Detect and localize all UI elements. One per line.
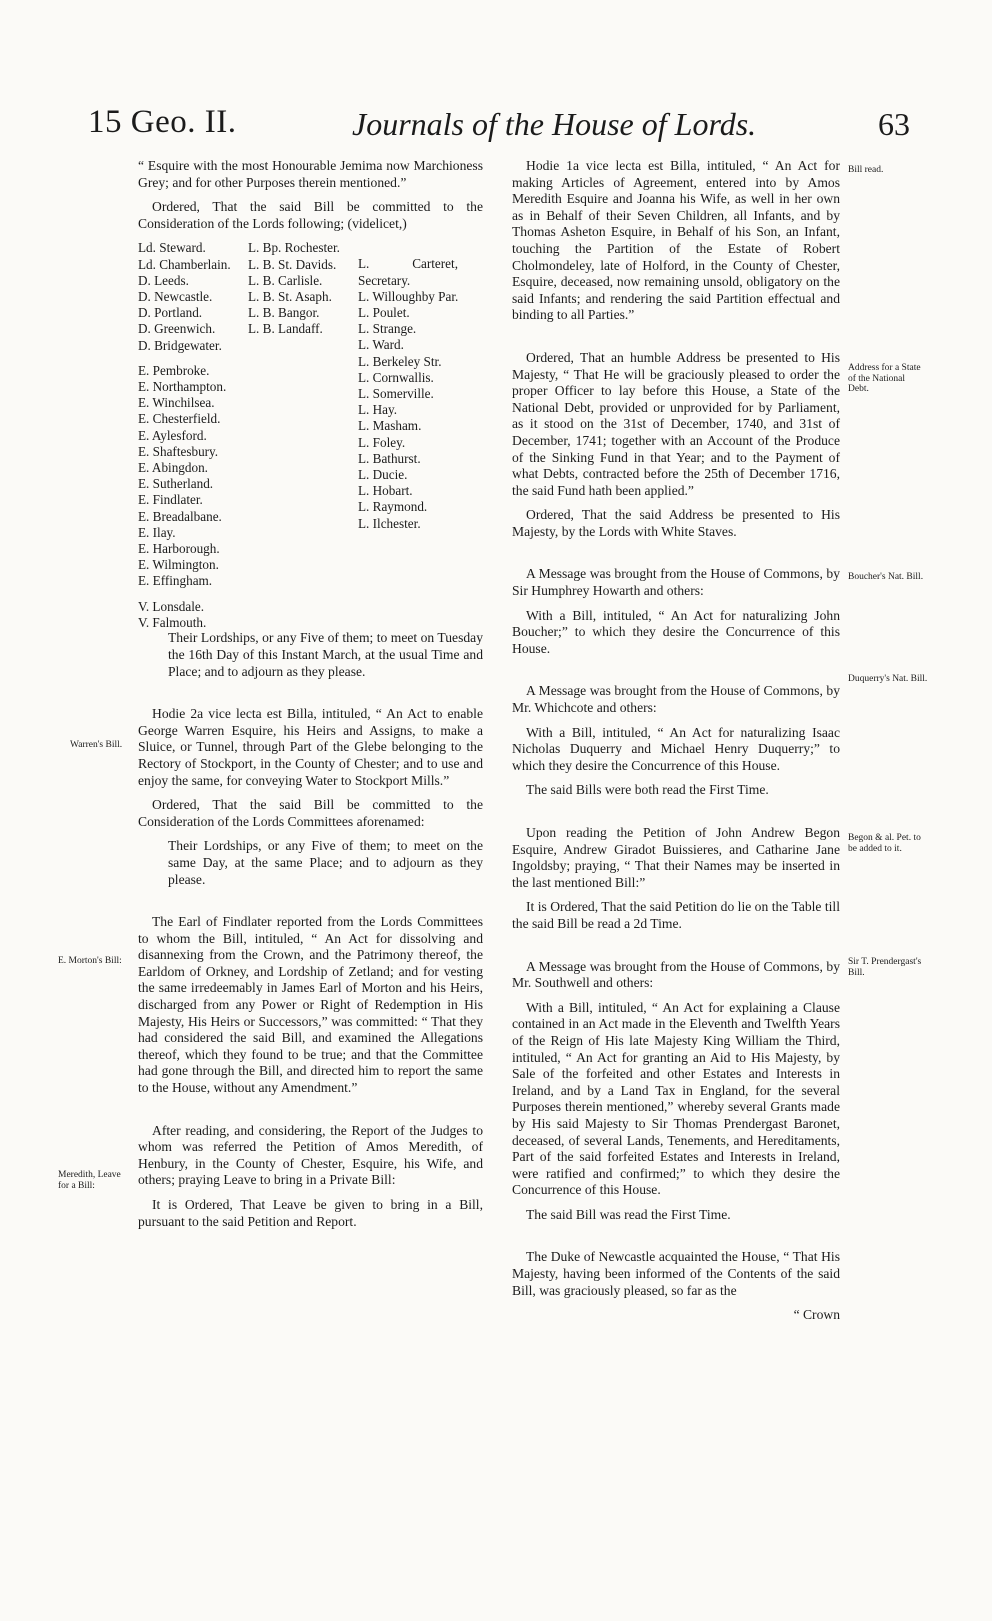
grey-bill-end: “ Esquire with the most Honourable Jemima now Marchioness Grey; and for other Purposes therein mentioned.” xyxy=(138,158,483,190)
catchword: “ Crown xyxy=(793,1307,840,1323)
ordered-committed-2: Ordered, That the said Bill be committed to the Consideration of the Lords Committees aforenamed: xyxy=(138,797,483,829)
lord-entry: E. Aylesford. xyxy=(138,427,207,443)
right-column xyxy=(512,158,840,1324)
lords-committee-list xyxy=(138,240,483,630)
boucher-bill: With a Bill, intituled, “ An Act for naturalizing John Boucher;” to which they desire the Concurrence of this House. xyxy=(512,607,840,656)
lord-entry: E. Wilmington. xyxy=(138,557,219,573)
morton-report: The Earl of Findlater reported from the Lords Committees to whom the Bill, intituled, “ An Act for dissolving and disannexing from the Crown, and the Patrimony thereof, the Earldom of Orkney, and Lordship of Zetland; and for vesting the same irredeemably in James Earl of Morton and his Heirs, discharged from any Power or Right of Redemption in His Majesty, His Heirs or Successors,” was committed: “ That they had considered the said Bill, and examined the Allegations thereof, which they found to be true; and that the Committee had gone through the Bill, and directed him to report the same to the House, without any Amendment.” xyxy=(138,914,483,1096)
warren-bill: Hodie 2a vice lecta est Billa, intituled, “ An Act to enable George Warren Esquire, his Heirs and Assigns, to make a Sluice, or Tunnel, through Part of the Glebe belonging to the Rectory of Stockport, in the County of Chester; and to use and enjoy the same, for conveying Water to Stockport Mills.” xyxy=(138,706,483,788)
lord-entry: L. Berkeley Str. xyxy=(358,353,442,369)
journal-title: Journals of the House of Lords. xyxy=(352,106,757,142)
lord-entry: E. Harborough. xyxy=(138,541,220,557)
bills-read: The said Bills were both read the First Time. xyxy=(526,782,769,798)
meeting-notice: Their Lordships, or any Five of them; to meet on Tuesday the 16th Day of this Instant March, at the usual Time and Place; and to adjourn as they please. xyxy=(168,630,483,679)
lord-entry: E. Effingham. xyxy=(138,573,213,589)
margin-note-begon: Begon & al. Pet. to be added to it. xyxy=(848,833,921,854)
lord-entry: L. Foley. xyxy=(358,434,406,450)
lord-entry: V. Lonsdale. xyxy=(138,598,205,614)
lord-entry: L. B. Carlisle. xyxy=(248,272,323,288)
lord-entry: L. Somerville. xyxy=(358,386,434,401)
lord-entry: D. Portland. xyxy=(138,305,203,321)
address-order: Ordered, That an humble Address be presented to His Majesty, “ That He will be graciously pleased to order the proper Officer to lay before this House, a State of the National Debt, provided or unprovided for by Parliament, as it stood on the 31st of December, 1740, and 31st of December, 1741; together with an Account of the Produce of the Sinking Fund in that Year; and to the Payment of what Debts, contracted before the 25th of December 1716, the said Fund hath been applied.” xyxy=(512,349,840,498)
ordered-committed: Ordered, That the said Bill be committed to the Consideration of the Lords following; (videlicet,) xyxy=(138,199,483,231)
lord-entry: D. Bridgewater. xyxy=(138,337,222,353)
margin-note-boucher: Boucher's Nat. Bill. xyxy=(848,572,924,582)
margin-note-address: Address for a State of the National Debt. xyxy=(848,363,921,394)
reign-heading: 15 Geo. II. xyxy=(88,104,237,140)
lord-entry: E. Northampton. xyxy=(138,379,227,394)
page-number: 63 xyxy=(878,106,910,142)
lord-entry: E. Breadalbane. xyxy=(138,508,222,524)
lord-entry: L. Raymond. xyxy=(358,499,428,515)
lord-entry: L. Masham. xyxy=(358,418,422,434)
lord-entry: E. Ilay. xyxy=(138,524,176,540)
prendergast-message: A Message was brought from the House of Commons, by Mr. Southwell and others: xyxy=(512,958,840,991)
lord-entry: L. B. Bangor. xyxy=(248,305,320,321)
margin-note-meredith: Meredith, Leave for a Bill: xyxy=(58,1170,121,1191)
left-column xyxy=(138,158,483,1238)
lord-entry: E. Shaftesbury. xyxy=(138,443,219,459)
lord-entry: V. Falmouth. xyxy=(138,614,207,630)
lord-entry: E. Sutherland. xyxy=(138,476,214,492)
address-present: Ordered, That the said Address be presented to His Majesty, by the Lords with White Staves. xyxy=(512,507,840,539)
meredith-leave: It is Ordered, That Leave be given to bring in a Bill, pursuant to the said Petition and Report. xyxy=(138,1197,483,1229)
lord-entry: E. Pembroke. xyxy=(138,362,210,378)
duquerry-message: A Message was brought from the House of Commons, by Mr. Whichcote and others: xyxy=(512,683,840,716)
meredith-report: After reading, and considering, the Report of the Judges to whom was referred the Petition of Amos Meredith, of Henbury, in the County of Chester, Esquire, his Wife, and others; praying Leave to bring in a Private Bill: xyxy=(138,1122,483,1188)
lord-entry: D. Newcastle. xyxy=(138,288,213,304)
lord-entry: Ld. Steward. xyxy=(138,240,206,256)
duquerry-bill: With a Bill, intituled, “ An Act for naturalizing Isaac Nicholas Duquerry and Michael Henry Duquerry;” to which they desire the Concurrence of this House. xyxy=(512,724,840,773)
lord-entry: L. Hobart. xyxy=(358,483,413,499)
lord-entry: L. B. St. Davids. xyxy=(248,256,337,272)
lord-entry: E. Abingdon. xyxy=(138,460,208,476)
lord-entry: L. Hay. xyxy=(358,402,398,418)
meeting-notice-2: Their Lordships, or any Five of them; to meet on the same Day, at the same Place; and to adjourn as they please. xyxy=(168,838,483,887)
margin-note-duquerry: Duquerry's Nat. Bill. xyxy=(848,674,928,684)
margin-note-bill-read: Bill read. xyxy=(848,165,884,175)
lord-entry: L. Carteret, Secretary. xyxy=(358,256,458,288)
prendergast-read: The said Bill was read the First Time. xyxy=(526,1206,731,1222)
margin-note-morton: E. Morton's Bill: xyxy=(58,956,122,966)
lord-entry: L. Willoughby Par. xyxy=(358,288,459,304)
lord-entry: E. Findlater. xyxy=(138,492,203,508)
lord-entry: L. Cornwallis. xyxy=(358,369,434,385)
lord-entry: L. Ilchester. xyxy=(358,515,421,531)
meredith-bill: Hodie 1a vice lecta est Billa, intituled, “ An Act for making Articles of Agreement, entered into by Amos Meredith Esquire and Joanna his Wife, as well in her own as in Behalf of their Seven Children, all Infants, and by Thomas Asheton Esquire, in Behalf of his Son, an Infant, touching the Partition of the Estate of Robert Cholmondeley, late of Holford, in the County of Chester, Esquire, deceased, now remaining unsold, obligatory on the said Infants; and rendering the said Partition effectual and binding to all Parties.” xyxy=(512,158,840,323)
lord-entry: L. Ward. xyxy=(358,337,404,353)
boucher-message: A Message was brought from the House of Commons, by Sir Humphrey Howarth and others: xyxy=(512,566,840,599)
lord-entry: L. Strange. xyxy=(358,321,417,337)
lord-entry: L. Bp. Rochester. xyxy=(248,240,340,256)
lord-entry: L. B. St. Asaph. xyxy=(248,288,332,304)
begon-petition: Upon reading the Petition of John Andrew Begon Esquire, Andrew Giradot Buissieres, and Catharine Jane Ingoldsby; praying, “ That their Names may be inserted in the last mentioned Bill:” xyxy=(512,825,840,890)
lord-entry: L. Ducie. xyxy=(358,467,408,483)
newcastle-statement: The Duke of Newcastle acquainted the House, “ That His Majesty, having been informed of the Contents of the said Bill, was graciously pleased, so far as the xyxy=(512,1249,840,1298)
margin-note-warren: Warren's Bill. xyxy=(70,740,123,750)
lord-entry: L. B. Landaff. xyxy=(248,321,323,337)
margin-note-prendergast: Sir T. Prendergast's Bill. xyxy=(848,957,922,978)
lords-column-1 xyxy=(138,240,231,631)
lords-column-2 xyxy=(248,240,340,337)
lord-entry: L. Poulet. xyxy=(358,304,410,320)
lord-entry: Ld. Chamberlain. xyxy=(138,256,231,272)
prendergast-bill: With a Bill, intituled, “ An Act for explaining a Clause contained in an Act made in the Eleventh and Twelfth Years of the Reign of His late Majesty King William the Third, intituled, “ An Act for granting an Aid to His Majesty, by Sale of the forfeited and other Estates and Interests in Ireland, and by a Land Tax in England, for the several Purposes therein mentioned,” whereby several Grants made by His said Majesty to Sir Thomas Prendergast Baronet, deceased, of several Lands, Tenements, and Hereditaments, Part of the said forfeited Estates and Interests in Ireland, were ratified and confirmed;” to which they desire the Concurrence of this House. xyxy=(512,999,840,1198)
lord-entry: E. Chesterfield. xyxy=(138,411,221,427)
lords-column-3 xyxy=(358,256,458,531)
lord-entry: E. Winchilsea. xyxy=(138,395,215,411)
begon-order: It is Ordered, That the said Petition do lie on the Table till the said Bill be read a 2d Time. xyxy=(512,899,840,931)
lord-entry: D. Greenwich. xyxy=(138,321,216,337)
lord-entry: D. Leeds. xyxy=(138,272,189,288)
lord-entry: L. Bathurst. xyxy=(358,450,421,466)
